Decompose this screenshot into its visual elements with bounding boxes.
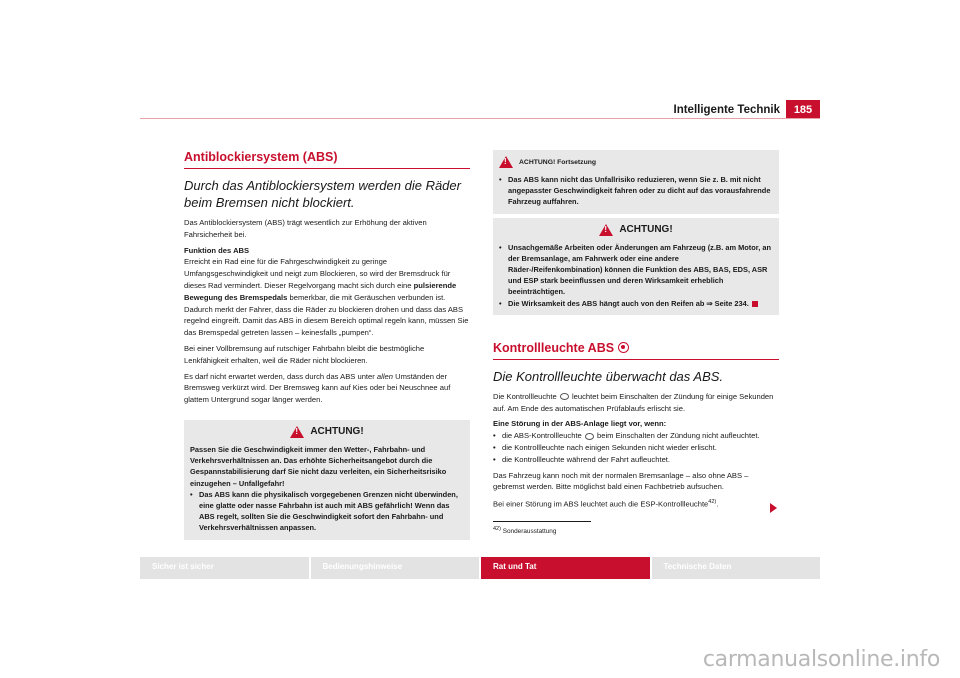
footer-nav [140, 557, 820, 579]
intro-text-2: leuchtet beim Einschalten der Zündung für einige Sekunden auf. Am Ende des automatischen Prüfablaufs erlischt sie. [493, 391, 774, 413]
right-column [493, 150, 779, 535]
warning-triangle-icon [290, 426, 304, 438]
warning-bullet-text: Das ABS kann die physikalisch vorgegebenen Grenzen nicht überwinden, eine glatte oder nasse Fahrbahn ist auch mit ABS gefährlich! Wenn das ABS regelt, sollten Sie die Geschwindigkeit sofort den Fahrbahn- und Verkehrsverhältnissen anpassen. [199, 489, 458, 533]
warning-2-bullet-1 [499, 242, 773, 298]
fault-bullet-2 [493, 442, 779, 454]
function-bold-text: pulsierende Bewegung des Bremspedals [184, 280, 457, 302]
warning-2-bullet-2-text[interactable]: Die Wirksamkeit des ABS hängt auch von den Reifen ab ⇒ Seite 234. [508, 298, 749, 308]
warning-2-title: ACHTUNG! [619, 224, 673, 236]
brake-paragraph: Das Fahrzeug kann noch mit der normalen Bremsanlage – also ohne ABS – gebremst werden. Bitte möglichst bald einen Fachbetrieb aufsuchen. [493, 470, 749, 492]
distance-text-2: Umständen der Bremsweg verkürzt wird. Der Bremsweg kann auf Kies oder bei Neuschnee auf glattem Untergrund sogar länger werden. [184, 371, 451, 405]
bullet-icon: • [499, 298, 502, 308]
warning-2-header [499, 224, 773, 236]
esp-paragraph: Bei einer Störung im ABS leuchtet auch die ESP-Kontrollleuchte$^{42)}$. [493, 499, 719, 509]
footnote-rule [493, 521, 591, 522]
tab-bedienungshinweise[interactable]: Bedienungshinweise [311, 557, 480, 579]
abs-light-icon [585, 433, 594, 440]
warning-triangle-icon [499, 156, 513, 168]
warning-light-intro [493, 391, 779, 415]
section-title-text: Antiblockiersystem (ABS) [184, 150, 338, 164]
abs-light-icon [560, 393, 569, 400]
section-subtitle: Die Kontrollleuchte überwacht das ABS. [493, 368, 724, 384]
fault-bullet-1 [493, 430, 779, 442]
end-marker-icon [752, 301, 758, 307]
intro-paragraph: Das Antiblockiersystem (ABS) trägt wesentlich zur Erhöhung der aktiven Fahrsicherheit bei. [184, 218, 427, 239]
watermark: carmanualsonline.info [702, 647, 940, 672]
curves-paragraph: Bei einer Vollbremsung auf rutschiger Fahrbahn bleibt die bestmögliche Lenkfähigkeit erhalten, weil die Räder nicht blockieren. [184, 343, 425, 365]
left-column [184, 150, 470, 540]
function-text-2: bemerkbar, die mit Geräuschen verbunden ist. Dadurch merkt der Fahrer, dass die Räder zu blockieren drohen und dass das ABS regelnd eingreift. Damit das ABS in diesem Bereich optimal regeln kann, müssen Sie das Bremspedal getreten lassen – keinesfalls „pumpen“. [184, 292, 469, 338]
warning-triangle-icon [599, 224, 613, 236]
page-number: 185 [786, 100, 820, 119]
tab-rat-und-tat[interactable]: Rat und Tat [481, 557, 650, 579]
warning-box-2 [493, 218, 779, 315]
bullet-icon: • [493, 454, 496, 464]
warning-2-bullet-2-wrap [508, 298, 758, 309]
warning-continued-box [493, 150, 779, 214]
fault-bullet-1-wrap [502, 430, 760, 442]
bullet-icon: • [493, 443, 496, 453]
footnote [493, 526, 779, 535]
next-page-arrow-icon[interactable] [770, 503, 777, 513]
header-rule [140, 118, 820, 119]
function-heading: Funktion des ABS [184, 245, 250, 255]
warning-continued-bullet-text: Das ABS kann nicht das Unfallrisiko reduzieren, wenn Sie z. B. mit nicht angepasster Geschwindigkeit fahren oder zu dicht auf das vorausfahrende Fahrzeug auffahren. [508, 175, 771, 207]
fault-b3-text: die Kontrollleuchte während der Fahrt aufleuchtet. [502, 454, 671, 464]
distance-italic: allen [376, 371, 393, 381]
warning-bullet [190, 489, 464, 534]
warning-continued-title: ACHTUNG! Fortsetzung [519, 158, 597, 166]
page-header [140, 104, 820, 118]
section-subtitle: Durch das Antiblockiersystem werden die Räder beim Bremsen nicht blockiert. [184, 178, 461, 210]
section-title-abs [184, 150, 470, 169]
header-title: Intelligente Technik [673, 104, 780, 116]
fault-heading: Eine Störung in der ABS-Anlage liegt vor, wenn: [493, 419, 667, 429]
bullet-icon: • [499, 242, 502, 252]
warning-2-bullet-2 [499, 298, 773, 309]
warning-continued-header [499, 156, 773, 168]
fault-b2-text: die Kontrollleuchte nach einigen Sekunden nicht wieder erlischt. [502, 443, 717, 453]
warning-continued-bullet [499, 174, 773, 208]
function-text-1: Erreicht ein Rad eine für die Fahrgeschwindigkeit zu geringe Umfangsgeschwindigkeit und neigt zum Blockieren, so wird der Bremsdruck für dieses Rad vermindert. Dieser Regelvorgang macht sich durch eine [184, 257, 451, 290]
fault-b1-text-1: die ABS-Kontrollleuchte [502, 431, 582, 441]
warning-title: ACHTUNG! [310, 426, 364, 438]
distance-paragraph [184, 371, 470, 406]
section-title-warning-light [493, 341, 779, 360]
fault-b1-text-2: beim Einschalten der Zündung nicht aufleuchtet. [597, 431, 760, 441]
fault-bullet-3 [493, 454, 779, 466]
bullet-icon: • [190, 489, 193, 499]
intro-text-1: Die Kontrollleuchte [493, 391, 557, 401]
warning-box [184, 420, 470, 540]
abs-warning-light-icon [618, 342, 629, 353]
distance-text-1: Es darf nicht erwartet werden, dass durch das ABS unter [184, 371, 375, 381]
warning-header [190, 426, 464, 438]
esp-text: Bei einer Störung im ABS leuchtet auch die ESP-Kontrollleuchte [493, 499, 709, 509]
footnote-number: 42) [493, 525, 501, 532]
warning-2-bullet-1-text: Unsachgemäße Arbeiten oder Änderungen am Fahrzeug (z.B. am Motor, an der Bremsanlage, am Fahrwerk oder eine andere Räder-/Reifenkombination) können die Funktion des ABS, BAS, EDS, ASR und ESP stark beeinflussen und deren Wirksamkeit erheblich beeinträchtigen. [508, 242, 771, 297]
tab-sicher-ist-sicher[interactable]: Sicher ist sicher [140, 557, 309, 579]
bullet-icon: • [499, 175, 502, 184]
tab-technische-daten[interactable]: Technische Daten [652, 557, 821, 579]
warning-text: Passen Sie die Geschwindigkeit immer den Wetter-, Fahrbahn- und Verkehrsverhältnissen an. Das erhöhte Sicherheitsangebot durch die Gespannstabilisierung darf Sie nicht dazu verleiten, ein Sicherheitsrisiko einzugehen – Unfallgefahr! [190, 444, 447, 488]
bullet-icon: • [493, 431, 496, 441]
footnote-text: Sonderausstattung [502, 527, 557, 535]
section-title-text: Kontrollleuchte ABS [493, 340, 615, 355]
footnote-ref[interactable]: 42) [708, 499, 717, 506]
function-paragraph [184, 256, 470, 339]
